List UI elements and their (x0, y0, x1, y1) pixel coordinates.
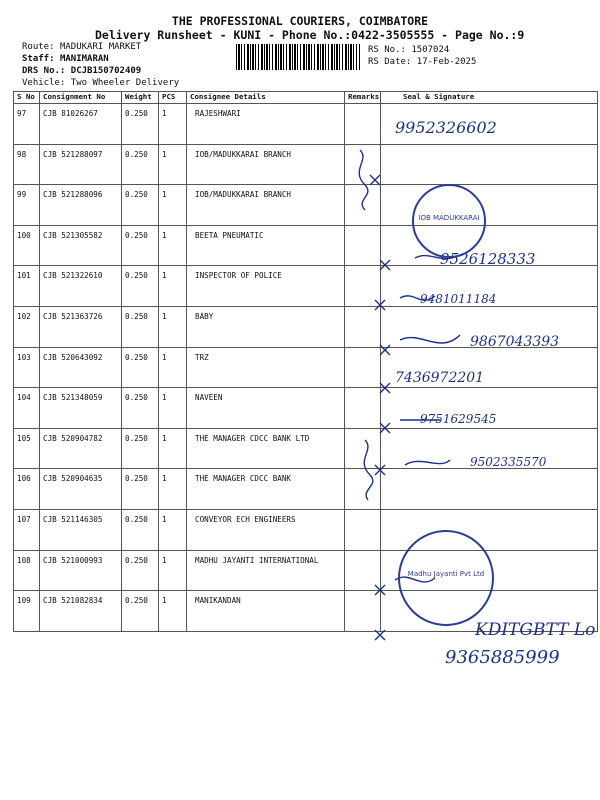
col-consignee: Consignee Details (187, 92, 345, 104)
consignment-cell: CJB 520643092 (40, 347, 122, 388)
pcs-cell: 1 (159, 104, 187, 145)
col-pcs: PCS (159, 92, 187, 104)
consignee-cell: MADHU JAYANTI INTERNATIONAL (187, 550, 345, 591)
consignment-cell: CJB 521305582 (40, 225, 122, 266)
sno-cell: 99 (14, 185, 40, 226)
consignee-cell: THE MANAGER CDCC BANK LTD (187, 428, 345, 469)
sno-cell: 108 (14, 550, 40, 591)
rs-date-label: RS Date: (368, 57, 412, 67)
signature-105: 9502335570 (470, 455, 547, 469)
weight-cell: 0.250 (122, 428, 159, 469)
weight-cell: 0.250 (122, 266, 159, 307)
runsheet-title: Delivery Runsheet - KUNI - Phone No.:0422-3505555 - Page No.:9 (95, 28, 525, 42)
sno-cell: 102 (14, 306, 40, 347)
staff-value: MANIMARAN (59, 54, 109, 64)
sno-cell: 101 (14, 266, 40, 307)
consignment-cell: CJB 521000993 (40, 550, 122, 591)
route-line (22, 41, 141, 53)
stroke-101 (400, 296, 435, 300)
weight-cell: 0.250 (122, 388, 159, 429)
col-remarks: Remarks (345, 92, 381, 104)
vehicle-value: Two Wheeler Delivery (70, 78, 180, 88)
x-mark-109 (375, 630, 385, 640)
weight-cell: 0.250 (122, 306, 159, 347)
company-name: THE PROFESSIONAL COURIERS, COIMBATORE (171, 14, 429, 28)
weight-cell: 0.250 (122, 144, 159, 185)
consignee-cell: CONVEYOR ECH ENGINEERS (187, 509, 345, 550)
sno-cell: 97 (14, 104, 40, 145)
consignment-cell: CJB 521288096 (40, 185, 122, 226)
x-mark-101 (375, 300, 385, 310)
consignee-cell: BABY (187, 306, 345, 347)
rs-date-line (368, 56, 476, 68)
consignee-cell: MANIKANDAN (187, 591, 345, 632)
stroke-102 (400, 335, 460, 343)
pcs-cell: 1 (159, 469, 187, 510)
route-label: Route: (22, 42, 55, 52)
pcs-cell: 1 (159, 266, 187, 307)
weight-cell: 0.250 (122, 509, 159, 550)
consignee-cell: NAVEEN (187, 388, 345, 429)
consignee-cell: TRZ (187, 347, 345, 388)
weight-cell: 0.250 (122, 347, 159, 388)
col-seal: Seal & Signature (381, 92, 598, 104)
x-mark-106 (375, 465, 385, 475)
pcs-cell: 1 (159, 509, 187, 550)
consignment-cell: CJB 520904782 (40, 428, 122, 469)
pcs-cell: 1 (159, 225, 187, 266)
pcs-cell: 1 (159, 185, 187, 226)
sno-cell: 98 (14, 144, 40, 185)
weight-cell: 0.250 (122, 185, 159, 226)
sno-cell: 103 (14, 347, 40, 388)
col-weight: Weight (122, 92, 159, 104)
signature-97: 9952326602 (395, 118, 497, 137)
signature-103: 7436972201 (395, 370, 485, 386)
stroke-106 (405, 460, 450, 465)
sno-cell: 109 (14, 591, 40, 632)
pcs-cell: 1 (159, 306, 187, 347)
weight-cell: 0.250 (122, 225, 159, 266)
pcs-cell: 1 (159, 550, 187, 591)
vehicle-line (22, 77, 179, 89)
signature-109-name: KDITGBTT Lo (475, 620, 596, 640)
rs-no-label: RS No.: (368, 45, 406, 55)
consignee-cell: IOB/MADUKKARAI BRANCH (187, 185, 345, 226)
table-header (14, 92, 598, 104)
x-mark-103 (380, 383, 390, 393)
table-row (14, 104, 598, 145)
consignment-cell: CJB 520904635 (40, 469, 122, 510)
drs-label: DRS No.: (22, 66, 66, 76)
drs-line (22, 65, 141, 77)
barcode (236, 44, 360, 70)
consignee-cell: IOB/MADUKKARAI BRANCH (187, 144, 345, 185)
sno-cell: 104 (14, 388, 40, 429)
weight-cell: 0.250 (122, 104, 159, 145)
consignee-cell: BEETA PNEUMATIC (187, 225, 345, 266)
pcs-cell: 1 (159, 428, 187, 469)
sno-cell: 100 (14, 225, 40, 266)
sno-cell: 107 (14, 509, 40, 550)
weight-cell: 0.250 (122, 550, 159, 591)
consignee-cell: RAJESHWARI (187, 104, 345, 145)
pcs-cell: 1 (159, 347, 187, 388)
x-mark-102 (380, 345, 390, 355)
x-mark-100 (380, 260, 390, 270)
consignment-cell: CJB 81026267 (40, 104, 122, 145)
pcs-cell: 1 (159, 591, 187, 632)
remarks-cell (345, 104, 381, 145)
vehicle-label: Vehicle: (22, 78, 66, 88)
pcs-cell: 1 (159, 144, 187, 185)
staff-label: Staff: (22, 54, 55, 64)
route-value: MADUKARI MARKET (59, 42, 142, 52)
rs-no-value: 1507024 (411, 45, 450, 55)
scribble-98 (359, 150, 368, 210)
rs-no-line (368, 44, 449, 56)
consignment-cell: CJB 521146305 (40, 509, 122, 550)
x-mark-98 (370, 175, 380, 185)
staff-line (22, 53, 109, 65)
stamp-madhu: Madhu Jayanti Pvt Ltd (398, 530, 494, 626)
signature-104: 9751629545 (420, 412, 497, 426)
scribble-106 (364, 440, 373, 500)
signature-109-phone: 9365885999 (445, 647, 560, 668)
col-consignment: Consignment No (40, 92, 122, 104)
drs-value: DCJB150702409 (70, 66, 142, 76)
consignment-cell: CJB 521322610 (40, 266, 122, 307)
sno-cell: 106 (14, 469, 40, 510)
consignment-cell: CJB 521363726 (40, 306, 122, 347)
consignee-cell: THE MANAGER CDCC BANK (187, 469, 345, 510)
signature-100: 9526128333 (440, 250, 536, 268)
x-mark-108 (375, 585, 385, 595)
x-mark-104 (380, 423, 390, 433)
sno-cell: 105 (14, 428, 40, 469)
consignment-cell: CJB 521348059 (40, 388, 122, 429)
pcs-cell: 1 (159, 388, 187, 429)
consignee-cell: INSPECTOR OF POLICE (187, 266, 345, 307)
consignment-cell: CJB 521082834 (40, 591, 122, 632)
stamp-iob: IOB MADUKKARAI (412, 184, 486, 258)
consignment-cell: CJB 521288097 (40, 144, 122, 185)
signature-101: 9481011184 (420, 292, 497, 306)
weight-cell: 0.250 (122, 469, 159, 510)
col-sno: S No (14, 92, 40, 104)
rs-date-value: 17-Feb-2025 (416, 57, 477, 67)
weight-cell: 0.250 (122, 591, 159, 632)
signature-102: 9867043393 (470, 334, 560, 350)
